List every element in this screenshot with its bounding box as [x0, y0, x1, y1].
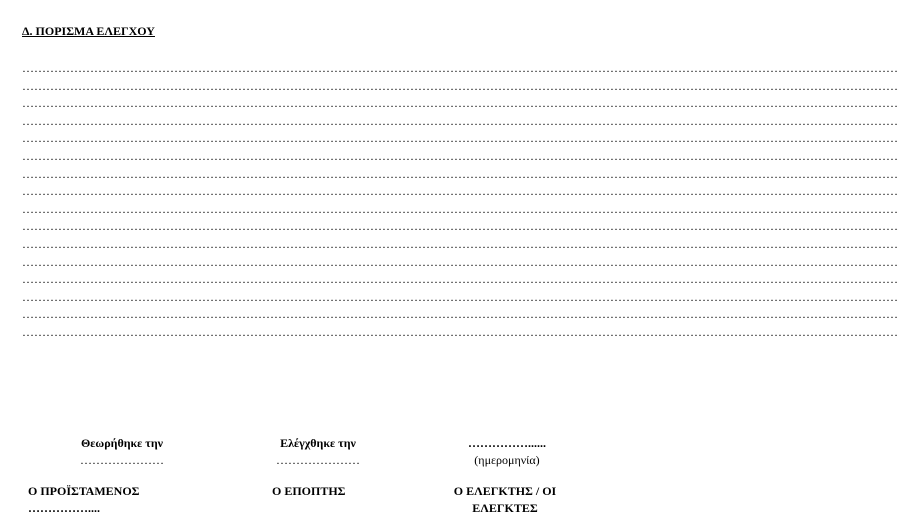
checked-label: Ελέγχθηκε την: [280, 436, 356, 450]
dotted-line: …………………………………………………………………………………………………………………………………………………………………………………………………: [22, 236, 898, 251]
dotted-line: …………………………………………………………………………………………………………………………………………………………………………………………………: [22, 219, 898, 234]
head-signature-dots: ……………....: [28, 501, 100, 515]
dotted-line: …………………………………………………………………………………………………………………………………………………………………………………………………: [22, 307, 898, 322]
dotted-line: …………………………………………………………………………………………………………………………………………………………………………………………………: [22, 148, 898, 163]
head-block: [28, 483, 140, 517]
dotted-line: …………………………………………………………………………………………………………………………………………………………………………………………………: [22, 131, 898, 146]
auditor-title-line2: ΕΛΕΓΚΤΕΣ: [472, 501, 538, 515]
date-label: (ημερομηνία): [474, 453, 540, 467]
reviewed-label: Θεωρήθηκε την: [80, 436, 164, 450]
checked-date-dots: …………………: [276, 453, 360, 467]
supervisor-block: [272, 483, 346, 500]
date-dots: ……………......: [468, 436, 546, 450]
dotted-line: …………………………………………………………………………………………………………………………………………………………………………………………………: [22, 61, 898, 75]
dotted-line: …………………………………………………………………………………………………………………………………………………………………………………………………: [22, 78, 898, 93]
dotted-line: …………………………………………………………………………………………………………………………………………………………………………………………………: [22, 289, 898, 304]
reviewed-date-dots: …………………: [80, 453, 164, 467]
conclusion-lines: [22, 60, 898, 342]
section-heading: Δ. ΠΟΡΙΣΜΑ ΕΛΕΓΧΟΥ: [22, 24, 155, 38]
dotted-line: …………………………………………………………………………………………………………………………………………………………………………………………………: [22, 324, 898, 339]
head-title: Ο ΠΡΟΪΣΤΑΜΕΝΟΣ: [28, 484, 140, 498]
reviewed-block: [70, 435, 174, 469]
dotted-line: …………………………………………………………………………………………………………………………………………………………………………………………………: [22, 201, 898, 216]
auditor-block: [440, 483, 570, 517]
dotted-line: …………………………………………………………………………………………………………………………………………………………………………………………………: [22, 184, 898, 199]
dotted-line: …………………………………………………………………………………………………………………………………………………………………………………………………: [22, 166, 898, 181]
dotted-line: …………………………………………………………………………………………………………………………………………………………………………………………………: [22, 96, 898, 111]
dotted-line: …………………………………………………………………………………………………………………………………………………………………………………………………: [22, 113, 898, 128]
checked-block: [266, 435, 370, 469]
supervisor-title: Ο ΕΠΟΠΤΗΣ: [272, 484, 346, 498]
dotted-line: …………………………………………………………………………………………………………………………………………………………………………………………………: [22, 272, 898, 287]
date-block: [455, 435, 559, 469]
dotted-line: …………………………………………………………………………………………………………………………………………………………………………………………………: [22, 254, 898, 269]
auditor-title-line1: Ο ΕΛΕΓΚΤΗΣ / ΟΙ: [453, 484, 557, 498]
